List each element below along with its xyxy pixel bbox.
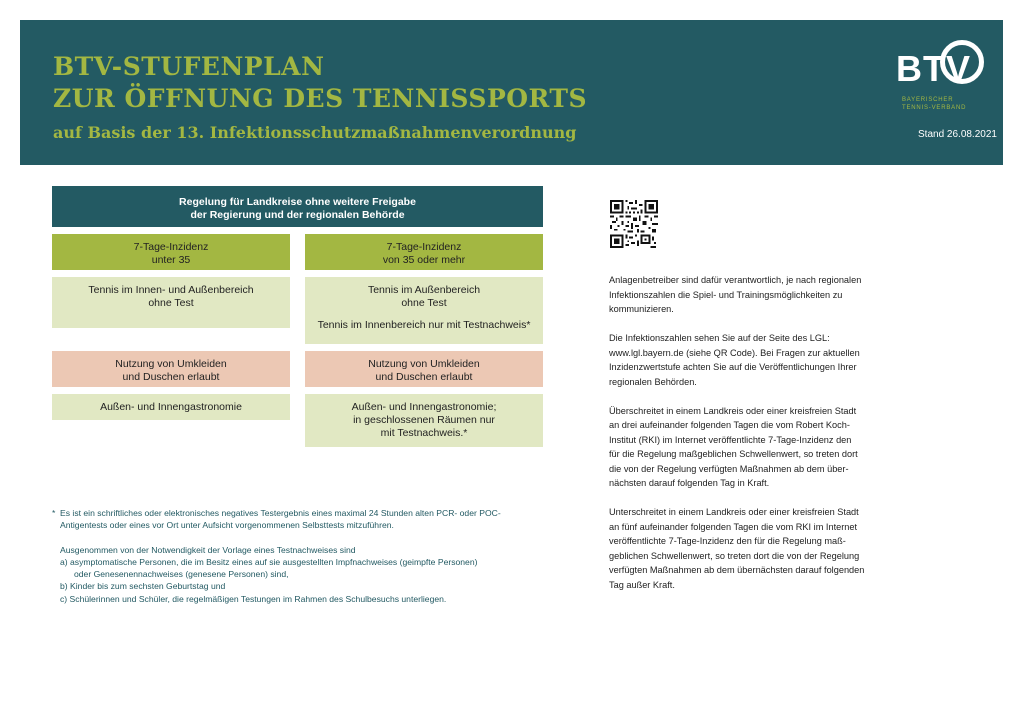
info-line: verfügten Maßnahmen ab dem übernächsten darauf folgenden — [609, 565, 865, 575]
btv-logo — [888, 34, 998, 114]
stand-date: Stand 26.08.2021 — [918, 129, 997, 140]
left-incidence-line1: 7-Tage-Inzidenz — [133, 241, 209, 253]
right-tennis-line1: Tennis im Außenbereich — [367, 284, 481, 296]
info-line: geblichen Schwellenwert, so treten dort die von der Regelung — [609, 550, 860, 561]
info-text — [609, 273, 899, 607]
logo-sub-line1: BAYERISCHER — [902, 97, 954, 103]
right-tennis-line3: Tennis im Innenbereich nur mit Testnachweis* — [317, 319, 531, 331]
info-line: regionalen Behörden. — [609, 376, 697, 387]
info-line: für die Regelung maßgeblichen Schwellenwert, so treten dort — [609, 449, 858, 459]
info-line: die von der Regelung verfügten Maßnahmen ab dem über- — [609, 463, 849, 474]
footnote-line6: b) Kinder bis zum sechsten Geburtstag und — [60, 581, 226, 592]
left-incidence-cell — [52, 234, 290, 270]
footnote-line1: Es ist ein schriftliches oder elektronisches negatives Testergebnis eines maximal 24 Stunden alten PCR- oder POC- — [60, 508, 501, 518]
right-tennis-line2: ohne Test — [401, 297, 447, 309]
header-banner — [20, 20, 1003, 165]
left-tennis-cell — [52, 277, 290, 328]
info-paragraph-1 — [609, 273, 899, 317]
info-line: veröffentlichte 7-Tage-Inzidenz den für die Regelung maß- — [609, 536, 846, 546]
footnote-line7: c) Schülerinnen und Schüler, die regelmäßigen Testungen im Rahmen des Schulbesuchs unterliegen. — [60, 593, 447, 604]
right-incidence-cell — [305, 234, 543, 270]
info-line: Infektionszahlen die Spiel- und Trainingsmöglichkeiten zu — [609, 289, 843, 300]
table-heading — [52, 186, 543, 227]
right-gastro-line2: in geschlossenen Räumen nur — [353, 414, 495, 426]
logo-letters: BTV — [896, 48, 971, 89]
left-changing-line2: und Duschen erlaubt — [122, 371, 220, 383]
info-paragraph-3 — [609, 404, 899, 491]
table-heading-line1: Regelung für Landkreise ohne weitere Freigabe — [179, 196, 416, 208]
page-title-line2: ZUR ÖFFNUNG DES TENNISSPORTS — [53, 84, 588, 113]
footnote-line5: oder Genesenennachweises (genesene Personen) sind, — [74, 569, 289, 580]
footnote — [52, 507, 552, 605]
left-changing-line1: Nutzung von Umkleiden — [115, 358, 227, 370]
info-line: Unterschreitet in einem Landkreis oder einer kreisfreien Stadt — [609, 507, 859, 517]
info-line: Die Infektionszahlen sehen Sie auf der Seite des LGL: — [609, 333, 830, 343]
info-line: Überschreitet in einem Landkreis oder einer kreisfreien Stadt — [609, 405, 857, 416]
page-subtitle: auf Basis der 13. Infektionsschutzmaßnahmenverordnung — [53, 123, 577, 142]
info-paragraph-2 — [609, 331, 899, 389]
left-incidence-line2: unter 35 — [151, 254, 191, 266]
left-gastro-text: Außen- und Innengastronomie — [100, 401, 242, 413]
qr-code-icon — [610, 200, 658, 248]
right-gastro-line3: mit Testnachweis.* — [380, 427, 468, 439]
left-tennis-line1: Tennis im Innen- und Außenbereich — [88, 284, 254, 296]
left-gastro-cell — [52, 394, 290, 420]
right-gastro-line1: Außen- und Innengastronomie; — [351, 401, 497, 413]
info-line: kommunizieren. — [609, 304, 674, 314]
right-changing-line2: und Duschen erlaubt — [375, 371, 473, 383]
page-title-line1: BTV-STUFENPLAN — [53, 52, 325, 81]
right-incidence-line1: 7-Tage-Inzidenz — [386, 241, 462, 253]
left-tennis-line2: ohne Test — [148, 297, 194, 309]
footnote-star: * — [52, 508, 56, 518]
logo-sub-line2: TENNIS-VERBAND — [902, 105, 967, 111]
info-line: Anlagenbetreiber sind dafür verantwortlich, je nach regionalen — [609, 275, 862, 285]
table-heading-line2: der Regierung und der regionalen Behörde — [190, 209, 405, 221]
info-line: Institut (RKI) im Internet veröffentlichte 7-Tage-Inzidenz den — [609, 434, 852, 445]
left-changing-cell — [52, 351, 290, 387]
info-line: an drei aufeinander folgenden Tagen die vom Robert Koch- — [609, 420, 850, 430]
info-line: www.lgl.bayern.de (siehe QR Code). Bei Fragen zur aktuellen — [609, 347, 860, 358]
logo-subtitle — [902, 96, 966, 112]
info-line: nächsten darauf folgenden Tag in Kraft. — [609, 478, 770, 488]
info-line: Tag außer Kraft. — [609, 579, 675, 590]
info-line: Inzidenzwertstufe achten Sie auf die Veröffentlichungen Ihrer — [609, 362, 857, 372]
footnote-line4: a) asymptomatische Personen, die im Besitz eines auf sie ausgestellten Impfnachweises (geimpfte Personen) — [60, 556, 478, 567]
right-incidence-line2: von 35 oder mehr — [382, 254, 466, 266]
info-line: an fünf aufeinander folgenden Tagen die vom RKI im Internet — [609, 521, 858, 532]
footnote-line2: Antigentests oder eines vor Ort unter Aufsicht vorgenommenen Selbsttests mitzuführen. — [60, 520, 394, 531]
right-gastro-cell — [305, 394, 543, 447]
info-paragraph-4 — [609, 505, 899, 592]
right-changing-line1: Nutzung von Umkleiden — [368, 358, 480, 370]
footnote-line3: Ausgenommen von der Notwendigkeit der Vorlage eines Testnachweises sind — [60, 544, 356, 555]
right-tennis-cell — [305, 277, 543, 344]
right-changing-cell — [305, 351, 543, 387]
